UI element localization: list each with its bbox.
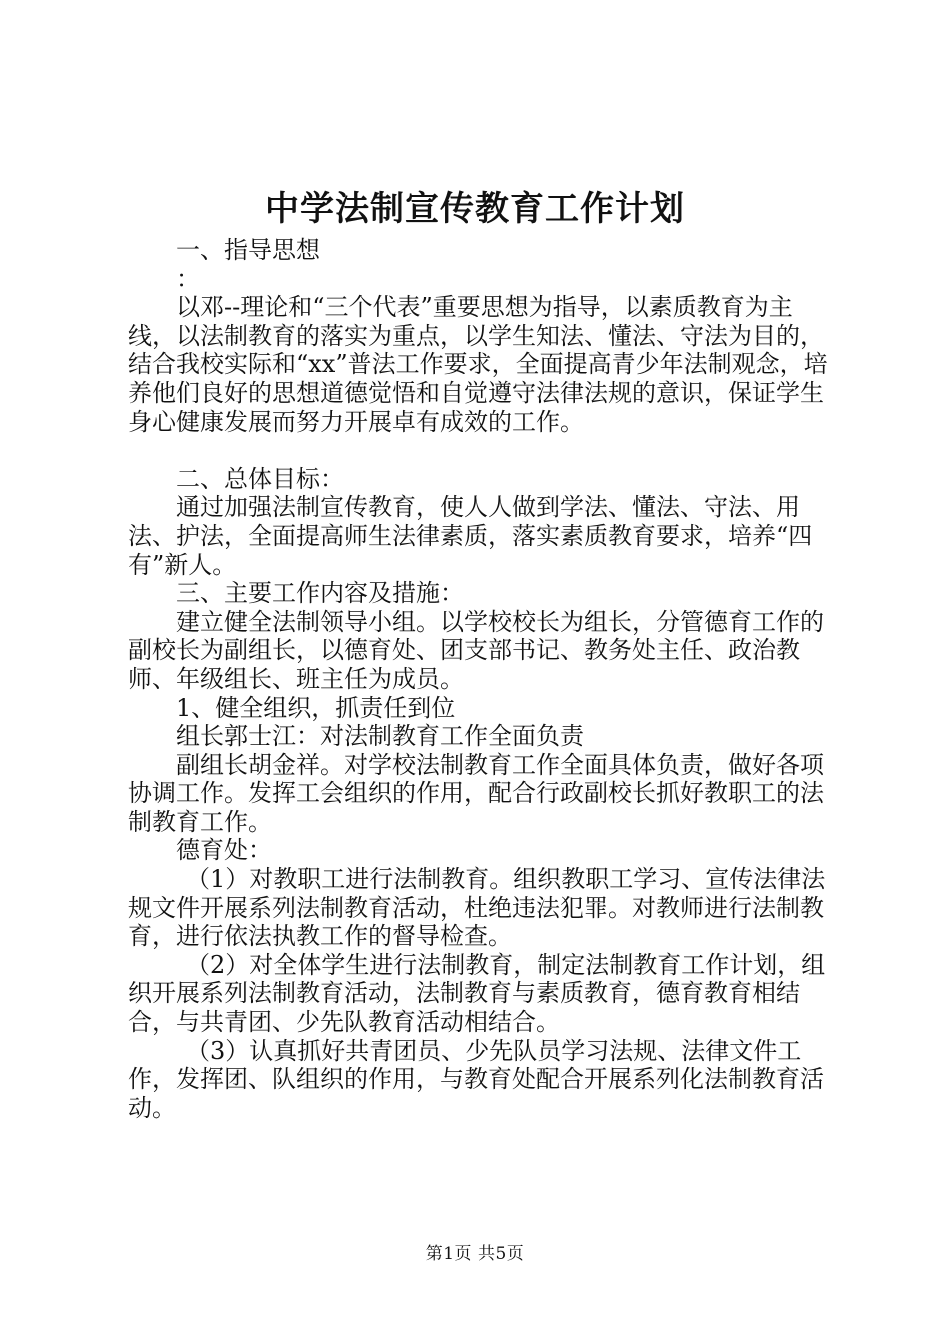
paragraph-item-1: （1）对教职工进行法制教育。组织教职工学习、宣传法律法规文件开展系列法制教育活动，杜绝违法犯罪。对教师进行法制教育，进行依法执教工作的督导检查。 [128, 865, 826, 951]
section-heading-overall-goal: 二、总体目标： [176, 464, 344, 493]
paragraph-overall-goal: 通过加强法制宣传教育，使人人做到学法、懂法、守法、用法、护法，全面提高师生法律素质，落实素质教育要求，培养“四有”新人。 [128, 493, 813, 579]
colon-line: ： [176, 264, 200, 293]
section-heading-guiding-ideology: 一、指导思想 [176, 236, 320, 264]
paragraph-leadership-group: 建立健全法制领导小组。以学校校长为组长，分管德育工作的副校长为副组长，以德育处、团支部书记、教务处主任、政治教师、年级组长、班主任为成员。 [128, 607, 824, 693]
paragraph-item-2: （2）对全体学生进行法制教育，制定法制教育工作计划，组织开展系列法制教育活动，法制教育与素质教育，德育教育相结合，与共青团、少先队教育活动相结合。 [128, 950, 826, 1037]
heading-moral-education-office: 德育处： [176, 836, 272, 865]
item-organization: 1、健全组织，抓责任到位 [176, 693, 456, 722]
paragraph-guiding-ideology: 以邓--理论和“三个代表”重要思想为指导，以素质教育为主线，以法制教育的落实为重点，以学生知法、懂法、守法为目的，结合我校实际和“xx”普法工作要求，全面提高青少年法制观念，培养他们良好的思想道德觉悟和自觉遵守法律法规的意识，保证学生身心健康发展而努力开展卓有成效的工作。 [128, 293, 828, 436]
document-title: 中学法制宣传教育工作计划 [265, 189, 685, 229]
page-footer: 第1页 共5页 [425, 1244, 525, 1264]
paragraph-group-leader: 组长郭士江：对法制教育工作全面负责 [176, 722, 584, 751]
paragraph-item-3: （3）认真抓好共青团员、少先队员学习法规、法律文件工作，发挥团、队组织的作用，与教育处配合开展系列化法制教育活动。 [128, 1036, 824, 1122]
paragraph-deputy-leader: 副组长胡金祥。对学校法制教育工作全面具体负责，做好各项协调工作。发挥工会组织的作用，配合行政副校长抓好教职工的法制教育工作。 [128, 750, 824, 836]
paragraph-spacer [128, 436, 840, 465]
document-body [128, 236, 840, 1122]
section-heading-main-work: 三、主要工作内容及措施： [176, 579, 464, 608]
